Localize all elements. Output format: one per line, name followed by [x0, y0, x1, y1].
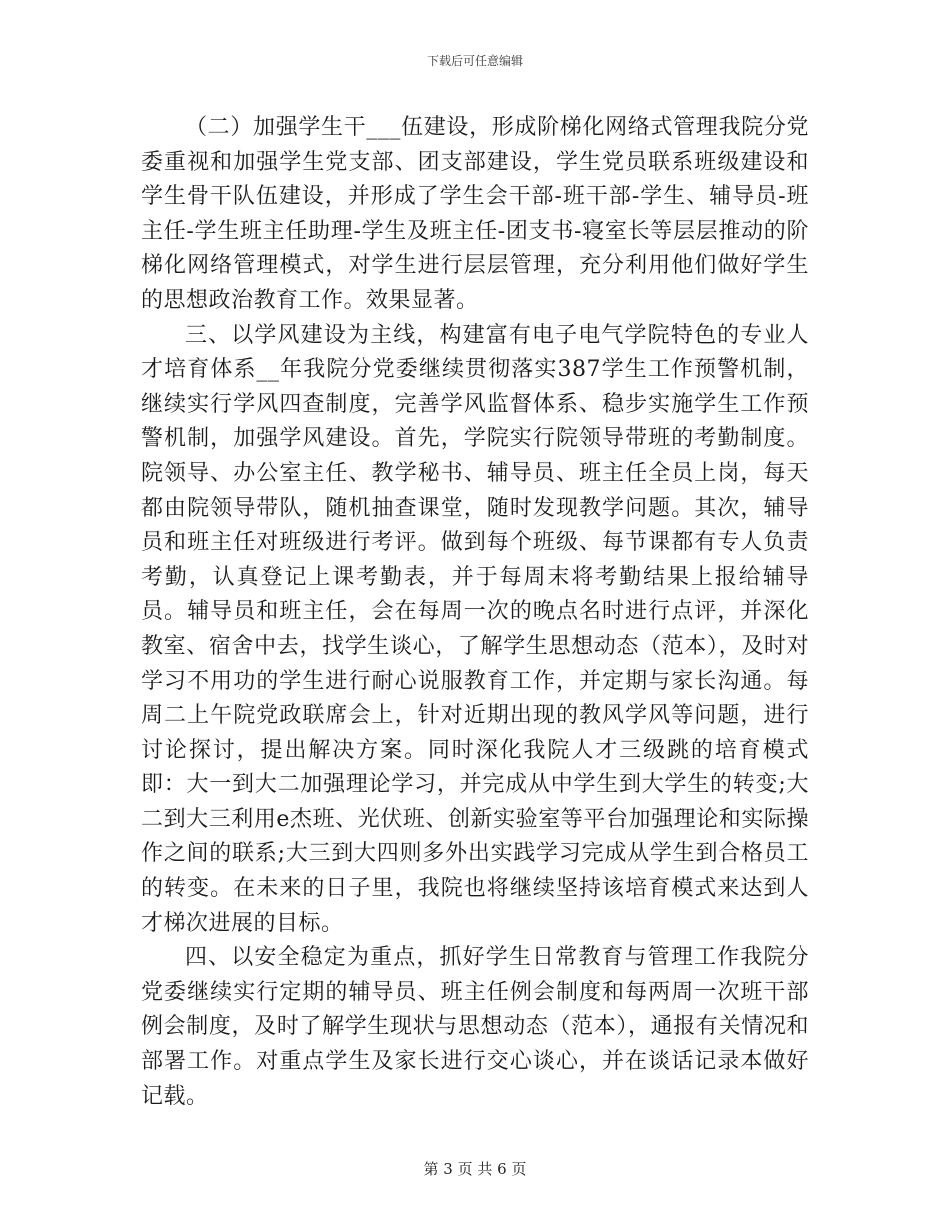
page-number: 第 3 页 共 6 页 [423, 1160, 527, 1178]
paragraph-safety-stability: 四、以安全稳定为重点，抓好学生日常教育与管理工作我院分党委继续实行定期的辅导员、班主任例会制度和每两周一次班干部例会制度，及时了解学生现状与思想动态（范本），通报有关情况和部署工作。对重点学生及家长进行交心谈心，并在谈话记录本做好记载。 [141, 945, 809, 1109]
paragraph-study-style: 三、以学风建设为主线，构建富有电子电气学院特色的专业人才培育体系__年我院分党委继续贯彻落实387学生工作预警机制，继续实行学风四查制度，完善学风监督体系、稳步实施学生工作预警机制，加强学风建设。首先，学院实行院领导带班的考勤制度。院领导、办公室主任、教学秘书、辅导员、班主任全员上岗，每天都由院领导带队，随机抽查课堂，随时发现教学问题。其次，辅导员和班主任对班级进行考评。做到每个班级、每节课都有专人负责考勤，认真登记上课考勤表，并于每周末将考勤结果上报给辅导员。辅导员和班主任，会在每周一次的晚点名时进行点评，并深化教室、宿舍中去，找学生谈心，了解学生思想动态（范本），及时对学习不用功的学生进行耐心说服教育工作，并定期与家长沟通。每周二上午院党政联席会上，针对近期出现的教风学风等问题，进行讨论探讨，提出解决方案。同时深化我院人才三级跳的培育模式即：大一到大二加强理论学习，并完成从中学生到大学生的转变;大二到大三利用e杰班、光伏班、创新实验室等平台加强理论和实际操作之间的联系;大三到大四则多外出实践学习完成从学生到合格员工的转变。在未来的日子里，我院也将继续坚持该培育模式来达到人才梯次进展的目标。 [141, 322, 809, 936]
paragraph-student-cadre: （二）加强学生干___伍建设，形成阶梯化网络式管理我院分党委重视和加强学生党支部、团支部建设，学生党员联系班级建设和学生骨干队伍建设，并形成了学生会干部-班干部-学生、辅导员-班主任-学生班主任助理-学生及班主任-团支书-寝室长等层层推动的阶梯化网络管理模式，对学生进行层层管理，充分利用他们做好学生的思想政治教育工作。效果显著。 [141, 115, 809, 313]
document-body [141, 111, 809, 1114]
page-header-note: 下载后可任意编辑 [426, 54, 523, 68]
